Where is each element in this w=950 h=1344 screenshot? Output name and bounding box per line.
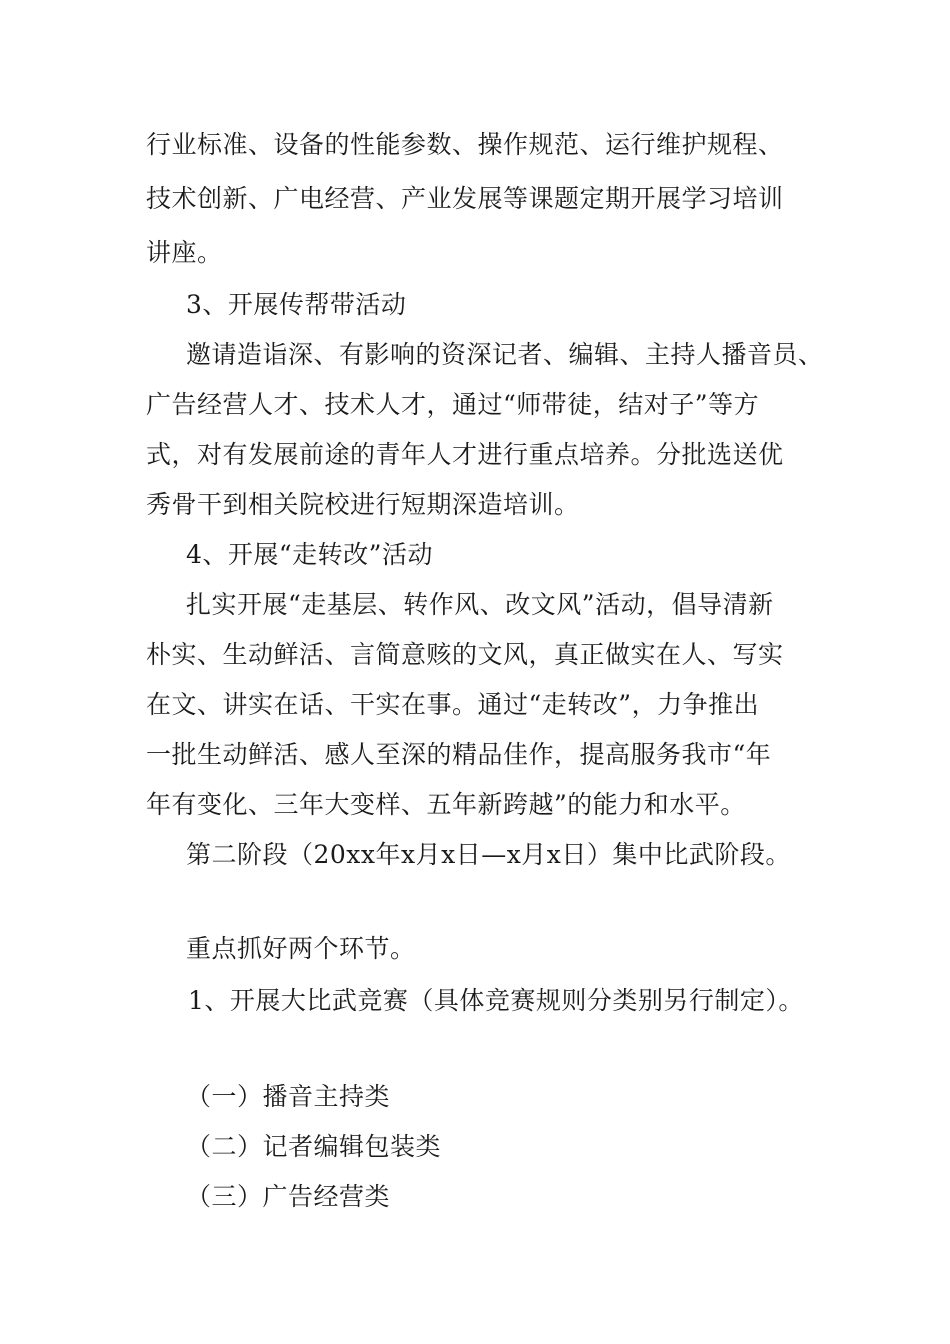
- paragraph-line: 技术创新、广电经营、产业发展等课题定期开展学习培训: [146, 184, 784, 213]
- paragraph-line: 扎实开展“走基层、转作风、改文风”活动，倡导清新: [186, 590, 774, 619]
- paragraph-line: 一批生动鲜活、感人至深的精品佳作，提高服务我市“年: [146, 740, 772, 769]
- category-item: （一）播音主持类: [186, 1082, 391, 1111]
- section-heading: 1、开展大比武竞赛（具体竞赛规则分类别另行制定）。: [188, 986, 804, 1015]
- paragraph-line: 式，对有发展前途的青年人才进行重点培养。分批选送优: [146, 440, 784, 469]
- paragraph-line: 年有变化、三年大变样、五年新跨越”的能力和水平。: [146, 790, 746, 819]
- section-heading: 4、开展“走转改”活动: [186, 540, 433, 569]
- paragraph-line: 讲座。: [146, 238, 223, 267]
- paragraph-line: 行业标准、设备的性能参数、操作规范、运行维护规程、: [146, 130, 784, 159]
- paragraph-line: 广告经营人才、技术人才，通过“师带徒，结对子”等方: [146, 390, 760, 419]
- paragraph-line: 在文、讲实在话、干实在事。通过“走转改”，力争推出: [146, 690, 760, 719]
- stage-line: 第二阶段（20xx年x月x日—x月x日）集中比武阶段。: [186, 840, 791, 869]
- section-heading: 3、开展传帮带活动: [186, 290, 407, 319]
- paragraph-line: 邀请造诣深、有影响的资深记者、编辑、主持人播音员、: [186, 340, 824, 369]
- paragraph-line: 朴实、生动鲜活、言简意赅的文风，真正做实在人、写实: [146, 640, 784, 669]
- category-item: （二）记者编辑包装类: [186, 1132, 442, 1161]
- paragraph-line: 秀骨干到相关院校进行短期深造培训。: [146, 490, 580, 519]
- category-item: （三）广告经营类: [186, 1182, 391, 1211]
- paragraph-line: 重点抓好两个环节。: [186, 934, 416, 963]
